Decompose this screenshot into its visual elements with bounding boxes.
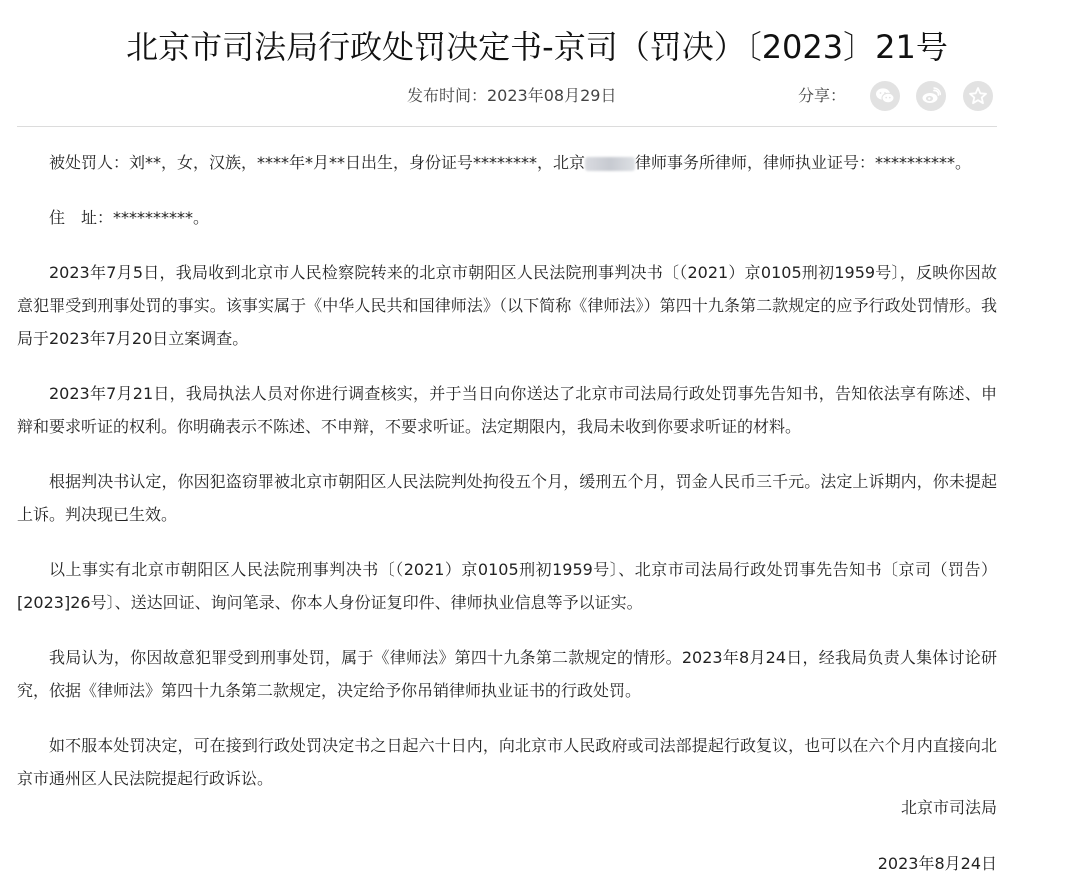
paragraph-facts: 2023年7月5日，我局收到北京市人民检察院转来的北京市朝阳区人民法院刑事判决书〔（2021）京0105刑初1959号〕，反映你因故意犯罪受到刑事处罚的事实。该事实属于《中华人民共和国律师法》（以下简称《律师法》）第四十九条第二款规定的应予行政处罚情形。我局于2023年7月20日立案调查。 xyxy=(17,263,997,348)
party-text-2: 律师事务所律师，律师执业证号：**********。 xyxy=(635,153,972,172)
weibo-icon[interactable] xyxy=(916,81,946,111)
paragraph-judgment: 根据判决书认定，你因犯盗窃罪被北京市朝阳区人民法院判处拘役五个月，缓刑五个月，罚金人民币三千元。法定上诉期内，你未提起上诉。判决现已生效。 xyxy=(17,472,997,524)
issuer-signature: 北京市司法局 xyxy=(900,798,997,817)
share-label: 分享： xyxy=(798,86,847,105)
party-text-1: 被处罚人：刘**，女，汉族，****年*月**日出生，身份证号********，北京 xyxy=(49,153,586,172)
meta-bar xyxy=(17,76,997,127)
issue-date: 2023年8月24日 xyxy=(877,854,997,873)
paragraph-remedy: 如不服本处罚决定，可在接到行政处罚决定书之日起六十日内，向北京市人民政府或司法部提起行政复议，也可以在六个月内直接向北京市通州区人民法院提起行政诉讼。 xyxy=(17,736,997,788)
document-body xyxy=(17,146,997,817)
paragraph-decision: 我局认为，你因故意犯罪受到刑事处罚，属于《律师法》第四十九条第二款规定的情形。2023年8月24日，经我局负责人集体讨论研究，依据《律师法》第四十九条第二款规定，决定给予你吊销律师执业证书的行政处罚。 xyxy=(17,648,997,700)
redacted-text xyxy=(585,157,635,171)
publish-time: 发布时间：2023年08月29日 xyxy=(407,86,617,105)
paragraph-investigation: 2023年7月21日，我局执法人员对你进行调查核实，并于当日向你送达了北京市司法局行政处罚事先告知书，告知依法享有陈述、申辩和要求听证的权利。你明确表示不陈述、不申辩，不要求听证。法定期限内，我局未收到你要求听证的材料。 xyxy=(17,384,997,436)
paragraph-evidence: 以上事实有北京市朝阳区人民法院刑事判决书〔（2021）京0105刑初1959号〕、北京市司法局行政处罚事先告知书〔京司（罚告）[2023]26号〕、送达回证、询问笔录、你本人身份证复印件、律师执业信息等予以证实。 xyxy=(17,560,997,612)
wechat-icon[interactable] xyxy=(870,81,900,111)
paragraph-address: 住 址：**********。 xyxy=(49,208,210,227)
document-title: 北京市司法局行政处罚决定书-京司（罚决）〔2023〕21号 xyxy=(126,28,948,67)
paragraph-party xyxy=(17,146,997,179)
favorite-star-icon[interactable] xyxy=(963,81,993,111)
